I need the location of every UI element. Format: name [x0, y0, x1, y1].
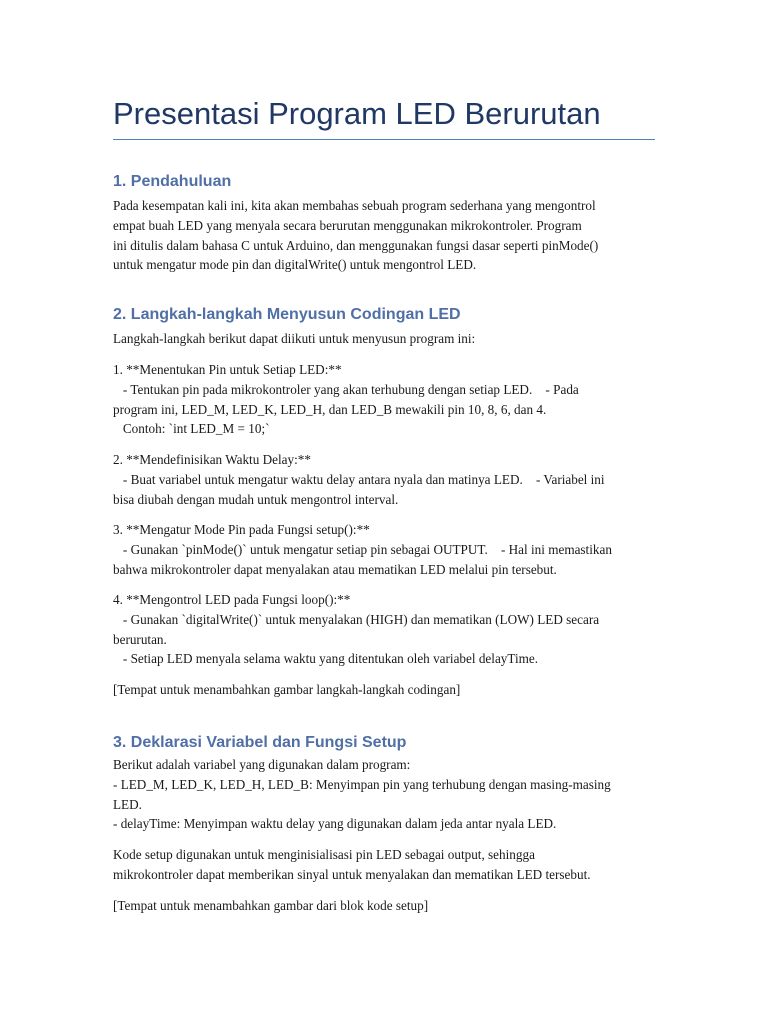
- title-divider: [113, 139, 655, 140]
- text-line: Pada kesempatan kali ini, kita akan membahas sebuah program sederhana yang mengontrol: [113, 198, 596, 213]
- section-heading-pendahuluan: 1. Pendahuluan: [113, 173, 232, 190]
- text-line: 3. **Mengatur Mode Pin pada Fungsi setup():**: [113, 522, 370, 537]
- image-placeholder-note: [113, 680, 658, 700]
- paragraph-step-1: [113, 360, 658, 439]
- text-line: Contoh: `int LED_M = 10;`: [113, 421, 270, 437]
- text-line: 2. **Mendefinisikan Waktu Delay:**: [113, 452, 311, 467]
- image-placeholder-note: [113, 896, 658, 916]
- paragraph-intro: [113, 196, 658, 275]
- text-line: - delayTime: Menyimpan waktu delay yang digunakan dalam jeda antar nyala LED.: [113, 816, 557, 832]
- text-line: Berikut adalah variabel yang digunakan dalam program:: [113, 757, 411, 772]
- text-line: - Buat variabel untuk mengatur waktu delay antara nyala dan matinya LED. - Variabel ini: [113, 471, 605, 487]
- paragraph-setup: [113, 845, 658, 885]
- section-heading-langkah: 2. Langkah-langkah Menyusun Codingan LED: [113, 306, 461, 323]
- text-line: 4. **Mengontrol LED pada Fungsi loop():**: [113, 592, 351, 607]
- text-line: - LED_M, LED_K, LED_H, LED_B: Menyimpan pin yang terhubung dengan masing-masing: [113, 776, 611, 792]
- text-line: bisa diubah dengan mudah untuk mengontrol interval.: [113, 491, 399, 507]
- text-line: mikrokontroler dapat memberikan sinyal untuk menyalakan dan mematikan LED tersebut.: [113, 866, 591, 882]
- text-line: 1. **Menentukan Pin untuk Setiap LED:**: [113, 362, 342, 377]
- paragraph-variabel: [113, 755, 658, 834]
- text-line: - Setiap LED menyala selama waktu yang ditentukan oleh variabel delayTime.: [113, 651, 539, 667]
- paragraph-langkah-intro: [113, 329, 658, 349]
- text-line: berurutan.: [113, 631, 167, 647]
- text-line: ini ditulis dalam bahasa C untuk Arduino, dan menggunakan fungsi dasar seperti pinMode(): [113, 237, 599, 253]
- text-line: - Gunakan `digitalWrite()` untuk menyalakan (HIGH) dan mematikan (LOW) LED secara: [113, 611, 600, 627]
- text-line: [Tempat untuk menambahkan gambar langkah-langkah codingan]: [113, 682, 461, 697]
- section-heading-deklarasi: 3. Deklarasi Variabel dan Fungsi Setup: [113, 734, 407, 751]
- text-line: empat buah LED yang menyala secara berurutan menggunakan mikrokontroler. Program: [113, 217, 582, 233]
- text-line: untuk mengatur mode pin dan digitalWrite() untuk mengontrol LED.: [113, 257, 477, 273]
- text-line: bahwa mikrokontroler dapat menyalakan atau mematikan LED melalui pin tersebut.: [113, 561, 557, 577]
- text-line: program ini, LED_M, LED_K, LED_H, dan LED_B mewakili pin 10, 8, 6, dan 4.: [113, 401, 547, 417]
- paragraph-step-2: [113, 450, 658, 509]
- paragraph-step-3: [113, 520, 658, 579]
- text-line: [Tempat untuk menambahkan gambar dari blok kode setup]: [113, 898, 429, 913]
- text-line: LED.: [113, 796, 142, 812]
- paragraph-step-4: [113, 590, 658, 669]
- text-line: Langkah-langkah berikut dapat diikuti untuk menyusun program ini:: [113, 331, 476, 346]
- text-line: Kode setup digunakan untuk menginisialisasi pin LED sebagai output, sehingga: [113, 847, 535, 862]
- page-title: Presentasi Program LED Berurutan: [113, 96, 601, 131]
- text-line: - Tentukan pin pada mikrokontroler yang akan terhubung dengan setiap LED. - Pada: [113, 381, 579, 397]
- text-line: - Gunakan `pinMode()` untuk mengatur setiap pin sebagai OUTPUT. - Hal ini memastikan: [113, 541, 612, 557]
